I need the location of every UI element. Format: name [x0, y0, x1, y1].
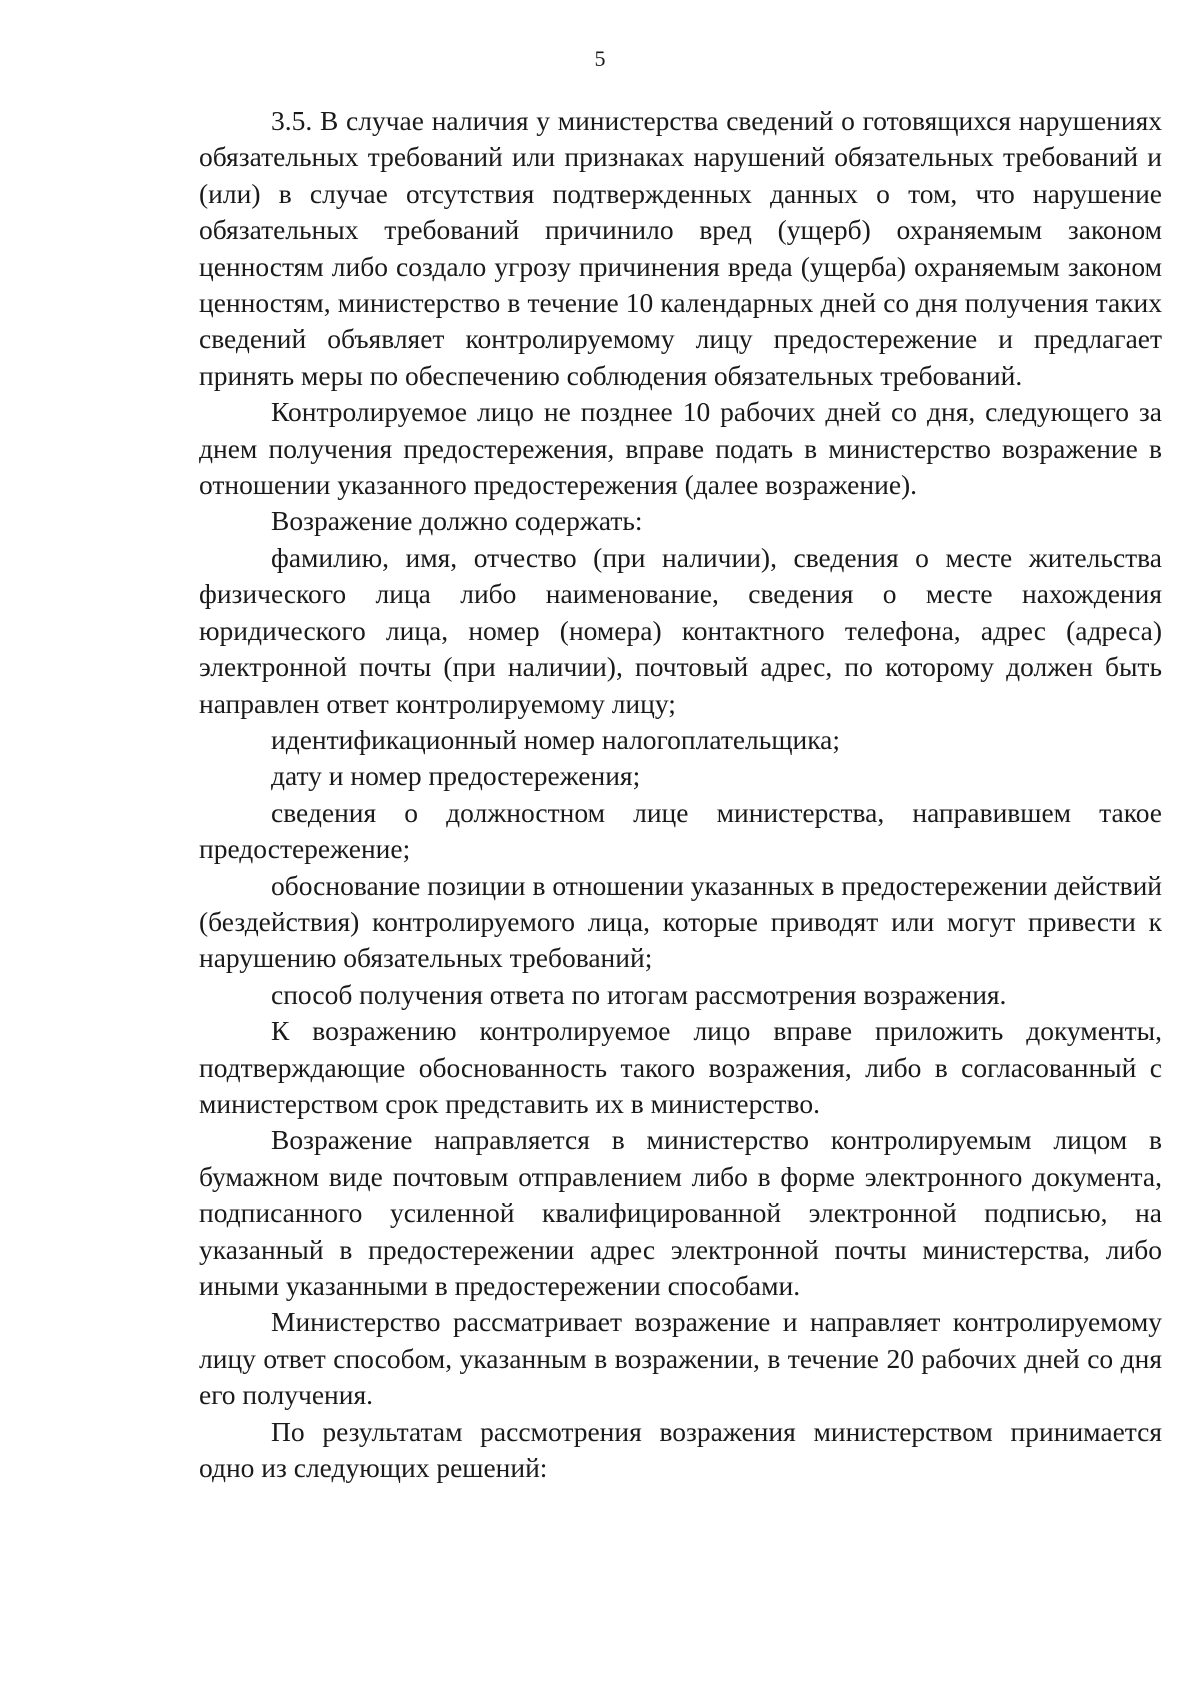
list-item-position-justification: обоснование позиции в отношении указанных в предостережении действий (бездействия) контролируемого лица, которые приводят или могут привести к нарушению обязательных требований; — [199, 869, 1162, 974]
list-item-response-method: способ получения ответа по итогам рассмотрения возражения. — [271, 978, 1007, 1010]
paragraph-objection-right: Контролируемое лицо не позднее 10 рабочих дней со дня, следующего за днем получения предостережения, вправе подать в министерство возражение в отношении указанного предостережения (далее возражение). — [199, 396, 1162, 501]
list-item-warning-date-number: дату и номер предостережения; — [271, 760, 641, 792]
paragraph-3-5: 3.5. В случае наличия у министерства сведений о готовящихся нарушениях обязательных требований или признаках нарушений обязательных требований и (или) в случае отсутствия подтвержденных данных о том, что нарушение обязательных требований причинило вред (ущерб) охраняемым законом ценностям либо создало угрозу причинения вреда (ущерба) охраняемым законом ценностям, министерство в течение 10 календарных дней со дня получения таких сведений объявляет контролируемому лицу предостережение и предлагает принять меры по обеспечению соблюдения обязательных требований. — [199, 105, 1162, 391]
list-item-official-details: сведения о должностном лице министерства, направившем такое предостережение; — [199, 796, 1162, 865]
paragraph-attachments: К возражению контролируемое лицо вправе приложить документы, подтверждающие обоснованность такого возражения, либо в согласованный с министерством срок представить их в министерство. — [199, 1015, 1162, 1119]
paragraph-review-period: Министерство рассматривает возражение и направляет контролируемому лицу ответ способом, указанным в возражении, в течение 20 рабочих дней со дня его получения. — [199, 1306, 1162, 1411]
paragraph-decision-intro: По результатам рассмотрения возражения министерством принимается одно из следующих решений: — [199, 1415, 1162, 1484]
paragraph-objection-contents-intro: Возражение должно содержать: — [271, 505, 643, 537]
page-number: 5 — [594, 46, 606, 71]
document-body — [199, 103, 1162, 1486]
list-item-applicant-details: фамилию, имя, отчество (при наличии), сведения о месте жительства физического лица либо наименование, сведения о месте нахождения юридического лица, номер (номера) контактного телефона, адрес (адреса) электронной почты (при наличии), почтовый адрес, по которому должен быть направлен ответ контролируемому лицу; — [199, 541, 1162, 719]
list-item-taxpayer-id: идентификационный номер налогоплательщика; — [271, 723, 841, 755]
paragraph-submission-method: Возражение направляется в министерство контролируемым лицом в бумажном виде почтовым отправлением либо в форме электронного документа, подписанного усиленной квалифицированной электронной подписью, на указанный в предостережении адрес электронной почты министерства, либо иными указанными в предостережении способами. — [199, 1124, 1162, 1301]
